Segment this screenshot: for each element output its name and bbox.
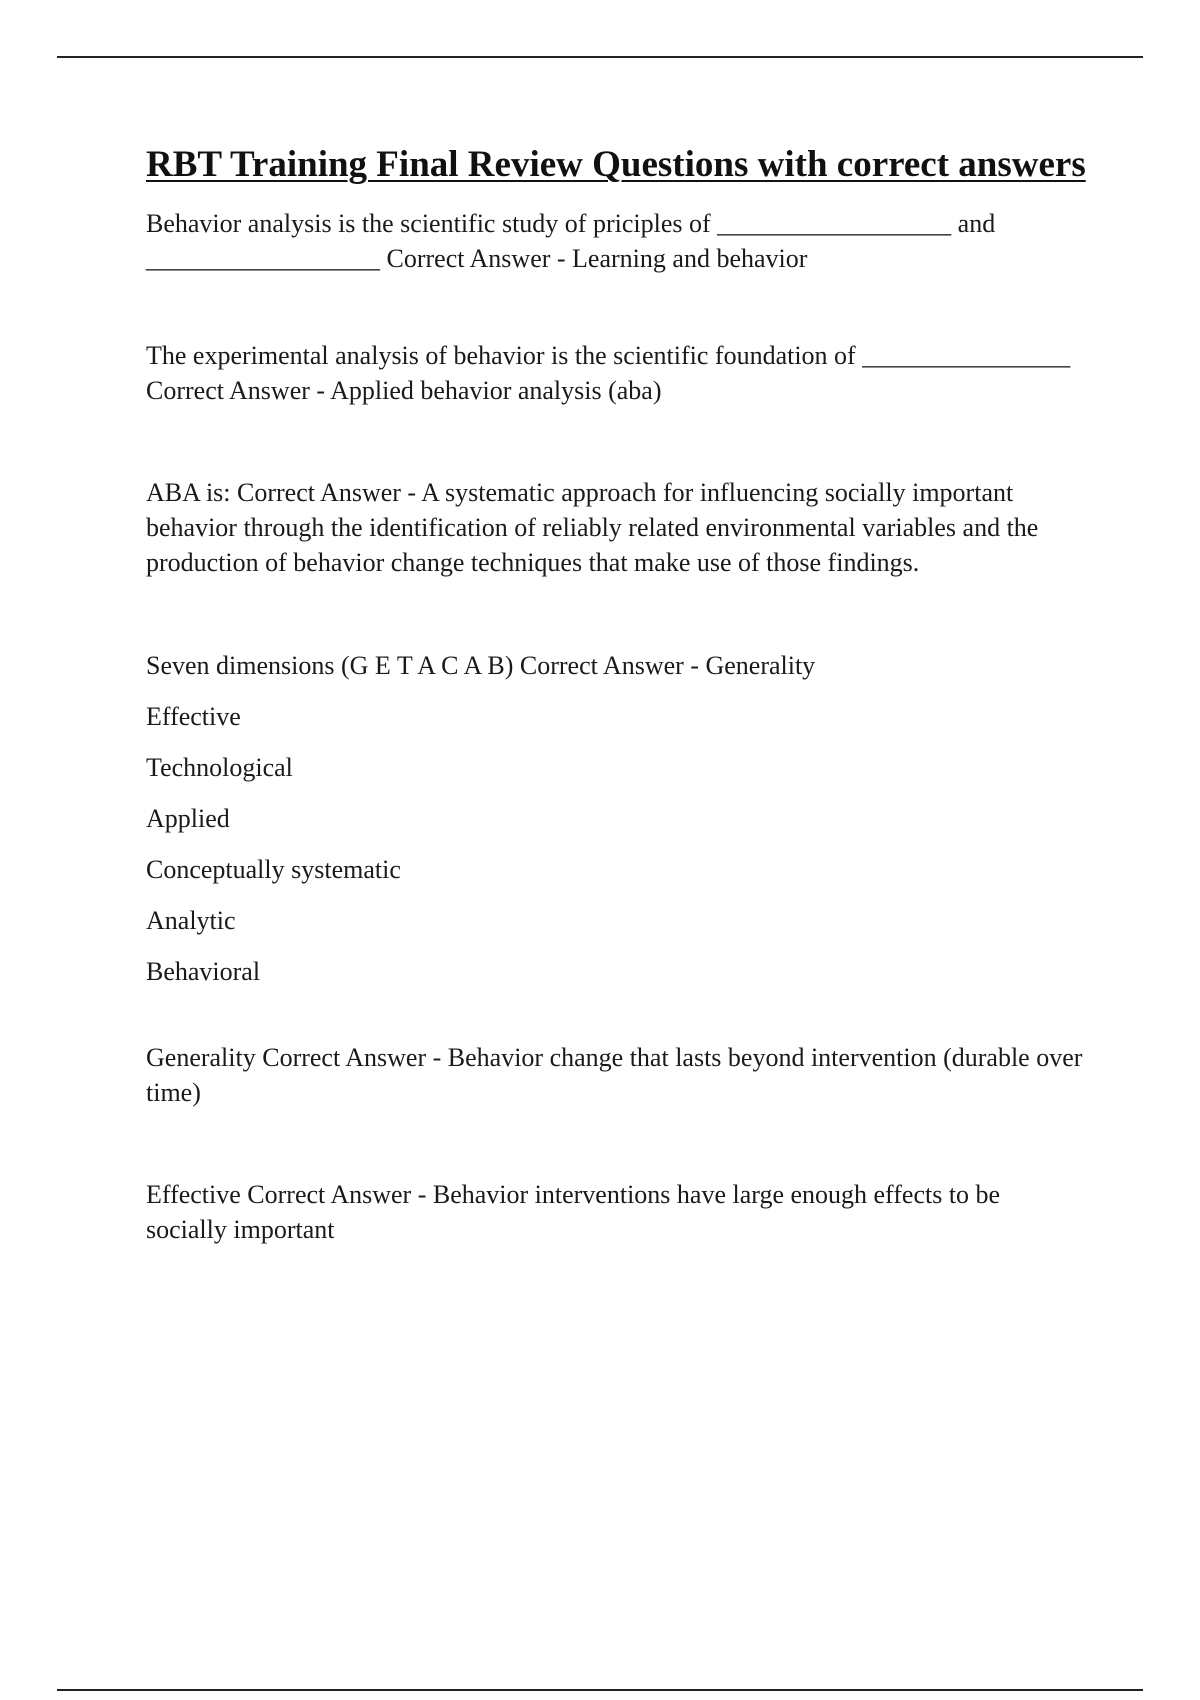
header-rule: [57, 56, 1143, 58]
dimension-item: Conceptually systematic: [146, 855, 401, 884]
dimension-item: Analytic: [146, 906, 236, 935]
qa-entry: Seven dimensions (G E T A C A B) Correct Answer - Generality: [146, 651, 816, 680]
qa-entry: Effective Correct Answer - Behavior interventions have large enough effects to be socially important: [146, 1180, 1007, 1244]
dimension-item: Behavioral: [146, 957, 261, 986]
dimension-item: Effective: [146, 702, 241, 731]
footer-rule: [57, 1689, 1143, 1691]
dimensions-list: [146, 699, 1086, 989]
dimension-item: Applied: [146, 804, 230, 833]
document-title: RBT Training Final Review Questions with correct answers: [146, 144, 1086, 185]
dimension-item: Technological: [146, 753, 293, 782]
qa-entry: The experimental analysis of behavior is the scientific foundation of ________________ Correct Answer - Applied behavior analysis (aba): [146, 341, 1077, 405]
qa-entry: Generality Correct Answer - Behavior change that lasts beyond intervention (durable over time): [146, 1043, 1089, 1107]
qa-entry: ABA is: Correct Answer - A systematic approach for influencing socially important behavior through the identification of reliably related environmental variables and the production of behavior change techniques that make use of those findings.: [146, 478, 1045, 577]
document-body: [146, 140, 1089, 1247]
qa-entry: Behavior analysis is the scientific study of priciples of __________________ and __________________ Correct Answer - Learning and behavior: [146, 209, 1002, 273]
